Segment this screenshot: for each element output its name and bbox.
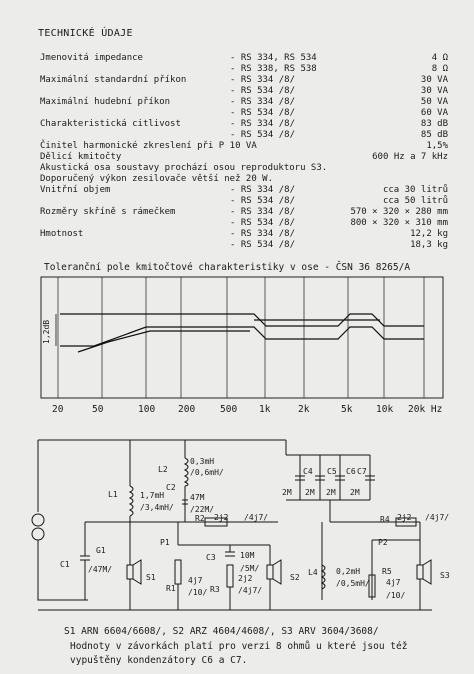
input-terminal-plus: [32, 514, 44, 526]
spec-model: - RS 334 /8/: [230, 185, 296, 195]
spec-value: 570 × 320 × 280 mm: [350, 207, 448, 217]
spec-value: 18,3 kg: [410, 240, 448, 250]
schematic-label: 4j7: [386, 578, 401, 587]
chart-frame: [41, 277, 443, 398]
schematic-label: 2M: [282, 488, 292, 497]
schematic-label: 2j2: [397, 513, 412, 522]
coil-L2: [185, 458, 188, 486]
schematic-label: /4j7/: [425, 513, 450, 522]
spec-label: Jmenovitá impedance: [40, 53, 143, 63]
chart-grid: [58, 277, 424, 398]
chart-ylabel: 1,2dB: [42, 319, 51, 344]
spec-model: - RS 534 /8/: [230, 108, 296, 118]
frequency-tick-label: 200: [178, 404, 196, 415]
spec-row: [40, 53, 448, 64]
schematic-label: /47M/: [88, 565, 113, 574]
schematic-label: C7: [357, 467, 367, 476]
schematic-label: 0,2mH: [336, 567, 361, 576]
speaker-icon-s1: [133, 560, 141, 584]
schematic-label: /22M/: [190, 505, 215, 514]
spec-label: Charakteristická citlivost: [40, 119, 181, 129]
schematic-label: R2: [195, 514, 205, 523]
spec-model: - RS 534 /8/: [230, 86, 296, 96]
spec-value: cca 50 litrů: [382, 196, 448, 206]
schematic-label: C3: [206, 553, 216, 562]
spec-model: - RS 334, RS 534: [230, 53, 317, 63]
schematic-label: L2: [158, 465, 168, 474]
spec-row: [40, 75, 448, 86]
frequency-tick-label: 10k: [376, 404, 394, 415]
schematic-label: C6: [346, 467, 356, 476]
frequency-tick-label: 20k Hz: [408, 404, 443, 415]
spec-label: Hmotnost: [40, 229, 84, 239]
schematic-label: R5: [382, 567, 392, 576]
schematic-label: R4: [380, 515, 390, 524]
caption-line: vypuštěny kondenzátory C6 a C7.: [70, 655, 248, 666]
spec-row: [40, 174, 448, 185]
spec-value: 60 VA: [420, 108, 448, 118]
spec-value: 85 dB: [420, 130, 448, 140]
schematic-label: P2: [378, 538, 388, 547]
spec-row: [40, 240, 448, 251]
coil-L1: [130, 486, 133, 516]
chart-title: Toleranční pole kmitočtové charakteristiky v ose - ČSN 36 8265/A: [44, 262, 411, 273]
schematic-label: 47M: [190, 493, 205, 502]
schematic-label: S1: [146, 573, 156, 582]
spec-row: [40, 185, 448, 196]
spec-value: 83 dB: [420, 119, 448, 129]
spec-row: [40, 163, 448, 174]
spec-value: 30 VA: [420, 86, 448, 96]
schematic-label: /0,5mH/: [336, 579, 370, 588]
spec-model: - RS 338, RS 538: [230, 64, 317, 74]
schematic-label: 2M: [305, 488, 315, 497]
spec-model: - RS 334 /8/: [230, 229, 296, 239]
schematic-label: L4: [308, 568, 318, 577]
spec-value: 8 Ω: [431, 64, 448, 74]
schematic-label: /5M/: [240, 564, 260, 573]
spec-label: Vnitřní objem: [40, 185, 111, 195]
caption-line: Hodnoty v závorkách platí pro verzi 8 ohmů u které jsou též: [70, 641, 408, 652]
schematic-label: 2M: [326, 488, 336, 497]
spec-model: - RS 534 /8/: [230, 130, 296, 140]
spec-model: - RS 334 /8/: [230, 97, 296, 107]
schematic-label: 2j2: [238, 574, 253, 583]
spec-model: - RS 334 /8/: [230, 207, 296, 217]
section-heading: TECHNICKÉ ÚDAJE: [38, 28, 133, 39]
spec-value: 50 VA: [420, 97, 448, 107]
tolerance-band: [60, 314, 424, 352]
spec-model: - RS 534 /8/: [230, 196, 296, 206]
schematic-label: P1: [160, 538, 170, 547]
spec-row: [40, 152, 448, 163]
schematic-label: 4j7: [188, 576, 203, 585]
spec-value: cca 30 litrů: [382, 185, 448, 195]
spec-row: [40, 119, 448, 130]
schematic-label: G1: [96, 546, 106, 555]
schematic-label: /4j7/: [238, 586, 263, 595]
schematic-label: /0,6mH/: [190, 468, 224, 477]
spec-label: Doporučený výkon zesilovače větší než 20 W.: [40, 174, 273, 184]
spec-label: Maximální standardní příkon: [40, 75, 187, 85]
speaker-icon-s2: [273, 560, 281, 584]
frequency-tick-label: 100: [138, 404, 156, 415]
schematic-label: 1,7mH: [140, 491, 165, 500]
spec-value: 1,5%: [426, 141, 448, 151]
schematic-label: S3: [440, 571, 450, 580]
spec-label: Maximální hudební příkon: [40, 97, 171, 107]
frequency-tick-label: 20: [52, 404, 64, 415]
spec-label: Rozměry skříně s rámečkem: [40, 207, 176, 217]
input-terminal-minus: [32, 528, 44, 540]
spec-value: 600 Hz a 7 kHz: [372, 152, 448, 162]
spec-row: [40, 108, 448, 119]
spec-value: 12,2 kg: [410, 229, 448, 239]
spec-row: [40, 229, 448, 240]
schematic-label: /10/: [386, 591, 406, 600]
schematic-label: 0,3mH: [190, 457, 215, 466]
spec-value: 800 × 320 × 310 mm: [350, 218, 448, 228]
spec-row: [40, 86, 448, 97]
schematic-label: 10M: [240, 551, 255, 560]
spec-value: 4 Ω: [431, 53, 448, 63]
coil-L4: [322, 565, 325, 589]
schematic-label: C2: [166, 483, 176, 492]
spec-row: [40, 141, 448, 152]
schematic-label: R1: [166, 584, 176, 593]
schematic-label: 2M: [350, 488, 360, 497]
schematic-labels: [60, 457, 450, 600]
spec-label: Činitel harmonické zkreslení při P 10 VA: [40, 141, 257, 151]
spec-row: [40, 196, 448, 207]
spec-row: [40, 207, 448, 218]
spec-row: [40, 64, 448, 75]
schematic-label: S2: [290, 573, 300, 582]
frequency-tick-label: 500: [220, 404, 238, 415]
caption-line: S1 ARN 6604/6608/, S2 ARZ 4604/4608/, S3 ARV 3604/3608/: [64, 626, 379, 637]
frequency-tick-label: 2k: [298, 404, 310, 415]
schematic-label: /10/: [188, 588, 208, 597]
spec-model: - RS 534 /8/: [230, 218, 296, 228]
spec-model: - RS 334 /8/: [230, 119, 296, 129]
spec-row: [40, 97, 448, 108]
spec-row: [40, 130, 448, 141]
frequency-tick-label: 1k: [259, 404, 271, 415]
schematic-label: /4j7/: [244, 513, 269, 522]
spec-model: - RS 334 /8/: [230, 75, 296, 85]
schematic-label: C1: [60, 560, 70, 569]
schematic-label: C4: [303, 467, 313, 476]
frequency-tick-label: 5k: [341, 404, 353, 415]
schematic-label: R3: [210, 585, 220, 594]
schematic-label: C5: [327, 467, 337, 476]
spec-label: Akustická osa soustavy prochází osou reproduktoru S3.: [40, 163, 328, 173]
schematic-label: 2j2: [214, 513, 229, 522]
spec-row: [40, 218, 448, 229]
spec-value: 30 VA: [420, 75, 448, 85]
frequency-tick-label: 50: [92, 404, 104, 415]
speaker-icon-s3: [423, 560, 431, 584]
spec-label: Dělicí kmitočty: [40, 152, 122, 162]
schematic-label: /3,4mH/: [140, 503, 174, 512]
spec-model: - RS 534 /8/: [230, 240, 296, 250]
schematic-label: L1: [108, 490, 118, 499]
